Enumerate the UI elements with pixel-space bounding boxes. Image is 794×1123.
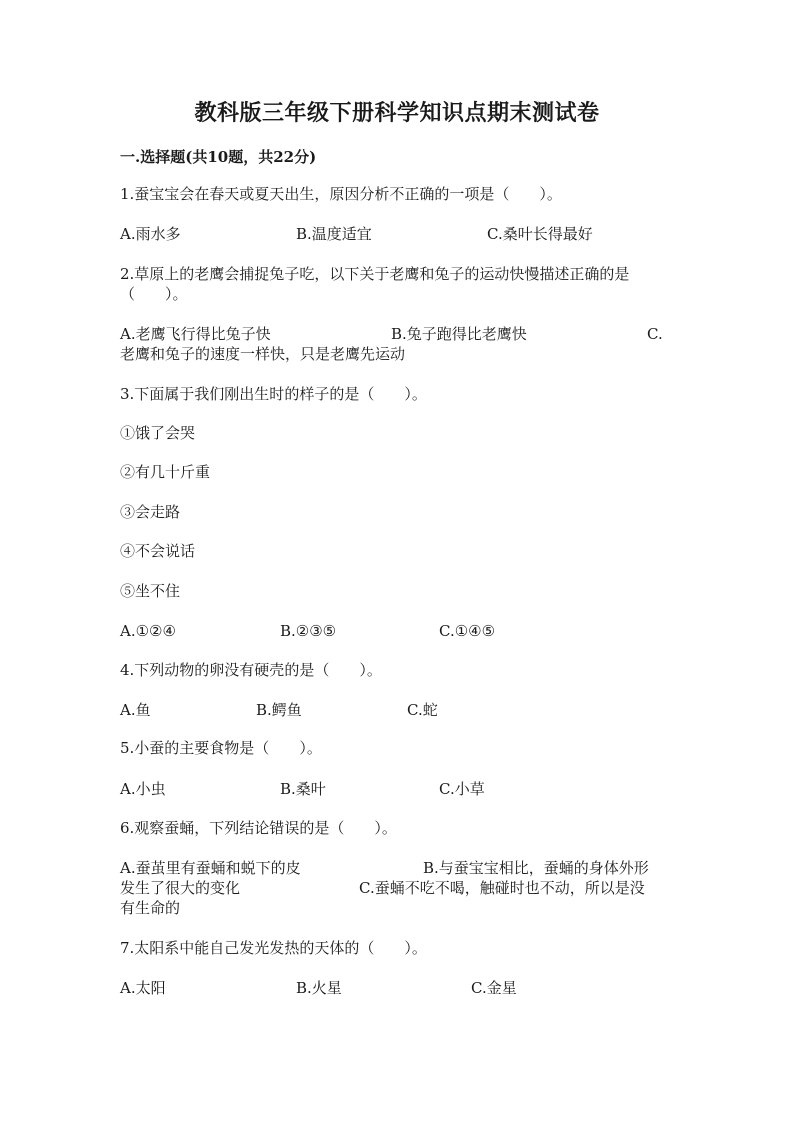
option-c-line-2: 有生命的 (120, 899, 181, 917)
option-c: C.小草 (439, 780, 485, 798)
option-c-prefix: C. (647, 325, 663, 343)
question-stem: 7.太阳系中能自己发光发热的天体的（ ）。 (120, 939, 427, 957)
option-a: A.①②④ (120, 622, 176, 640)
option-a: A.太阳 (120, 979, 166, 997)
option-c: C.①④⑤ (439, 622, 496, 640)
question-stem: 4.下列动物的卵没有硬壳的是（ ）。 (120, 661, 382, 679)
statement-item: ②有几十斤重 (120, 463, 211, 481)
option-c-line-1: C.蚕蛹不吃不喝，触碰时也不动，所以是没 (359, 879, 645, 897)
question-stem-line-2: （ ）。 (120, 285, 188, 303)
option-b-line-1: B.与蚕宝宝相比，蚕蛹的身体外形 (423, 859, 649, 877)
statement-item: ③会走路 (120, 503, 181, 521)
option-b: B.②③⑤ (280, 622, 337, 640)
section-heading: 一.选择题(共10题，共22分) (120, 148, 317, 166)
statement-item: ⑤坐不住 (120, 582, 181, 600)
question-stem: 1.蚕宝宝会在春天或夏天出生，原因分析不正确的一项是（ ）。 (120, 185, 562, 203)
statement-item: ④不会说话 (120, 542, 196, 560)
option-b: B.兔子跑得比老鹰快 (391, 325, 527, 343)
question-stem: 5.小蚕的主要食物是（ ）。 (120, 739, 322, 757)
option-a: A.老鹰飞行得比兔子快 (120, 325, 271, 343)
option-a: A.小虫 (120, 780, 166, 798)
option-b: B.鳄鱼 (256, 701, 302, 719)
option-c: C.蛇 (407, 701, 438, 719)
option-b-line-2: 发生了很大的变化 (120, 879, 241, 897)
option-a: A.蚕茧里有蚕蛹和蜕下的皮 (120, 859, 301, 877)
statement-item: ①饿了会哭 (120, 424, 196, 442)
question-stem: 6.观察蚕蛹，下列结论错误的是（ ）。 (120, 819, 397, 837)
option-b: B.火星 (296, 979, 342, 997)
option-c: C.桑叶长得最好 (487, 225, 593, 243)
option-b: B.桑叶 (280, 780, 326, 798)
option-a: A.鱼 (120, 701, 151, 719)
question-stem-line-1: 2.草原上的老鹰会捕捉兔子吃，以下关于老鹰和兔子的运动快慢描述正确的是 (120, 265, 630, 283)
option-c: C.金星 (471, 979, 517, 997)
option-c-text: 老鹰和兔子的速度一样快，只是老鹰先运动 (120, 345, 406, 363)
page-title: 教科版三年级下册科学知识点期末测试卷 (194, 100, 600, 126)
option-a: A.雨水多 (120, 225, 181, 243)
option-b: B.温度适宜 (296, 225, 372, 243)
question-stem: 3.下面属于我们刚出生时的样子的是（ ）。 (120, 385, 427, 403)
